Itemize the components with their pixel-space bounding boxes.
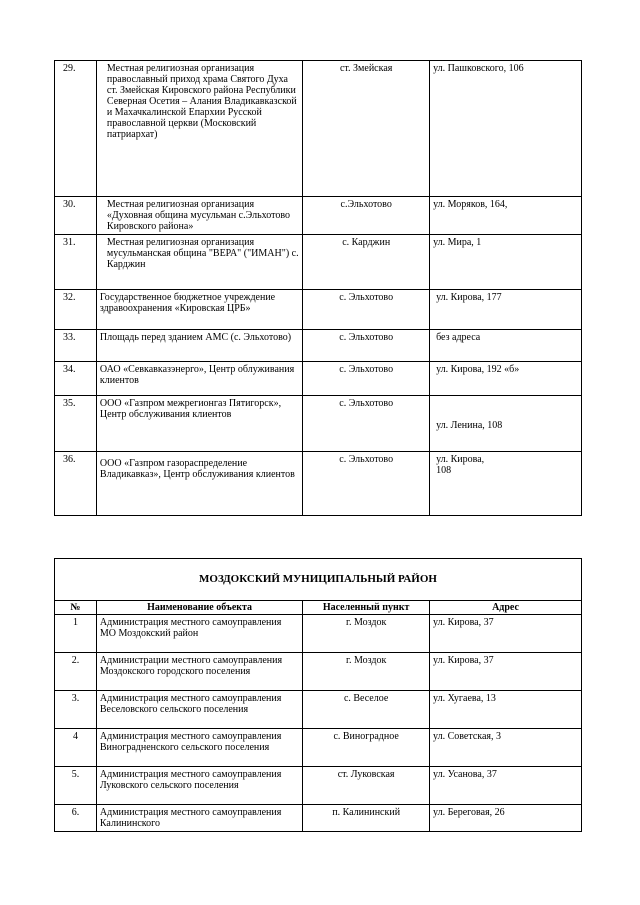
table-row bbox=[55, 615, 582, 653]
object-name: ООО «Газпром газораспределение Владикавказ», Центр обслуживания клиентов bbox=[96, 452, 302, 516]
object-name: Местная религиозная организация мусульманская община "ВЕРА" ("ИМАН") с. Карджин bbox=[96, 235, 302, 290]
object-name: Администрация местного самоуправления Луковского сельского поселения bbox=[96, 767, 302, 805]
address: ул. Кирова, 37 bbox=[430, 615, 582, 653]
settlement: с. Эльхотово bbox=[303, 452, 430, 516]
table-row bbox=[55, 330, 582, 362]
row-number: 5. bbox=[55, 767, 97, 805]
address: без адреса bbox=[430, 330, 582, 362]
object-name: Местная религиозная организация «Духовная община мусульман с.Эльхотово Кировского района» bbox=[96, 197, 302, 235]
table-row bbox=[55, 805, 582, 832]
address: ул. Мира, 1 bbox=[430, 235, 582, 290]
address bbox=[430, 691, 582, 729]
table-row bbox=[55, 452, 582, 516]
settlement: с. Виноградное bbox=[303, 729, 430, 767]
settlement: с. Веселое bbox=[303, 691, 430, 729]
table-row bbox=[55, 729, 582, 767]
object-name: Государственное бюджетное учреждение здравоохранения «Кировская ЦРБ» bbox=[96, 290, 302, 330]
row-number: 4 bbox=[55, 729, 97, 767]
row-number: 6. bbox=[55, 805, 97, 832]
table-row bbox=[55, 290, 582, 330]
address: ул. Береговая, 26 bbox=[430, 805, 582, 832]
table-row bbox=[55, 653, 582, 691]
header-number: № bbox=[55, 601, 97, 615]
header-address: Адрес bbox=[430, 601, 582, 615]
object-name: Администрация местного самоуправления Веселовского сельского поселения bbox=[96, 691, 302, 729]
settlement: с. Эльхотово bbox=[303, 330, 430, 362]
table-row bbox=[55, 197, 582, 235]
settlement: г. Моздок bbox=[303, 653, 430, 691]
row-number: 29. bbox=[55, 61, 97, 197]
row-number: 36. bbox=[55, 452, 97, 516]
object-name: Администрация местного самоуправления Калининского bbox=[96, 805, 302, 832]
row-number: 1 bbox=[55, 615, 97, 653]
object-name: Площадь перед зданием АМС (с. Эльхотово) bbox=[96, 330, 302, 362]
object-name: ОАО «Севкавказэнерго», Центр облуживания клиентов bbox=[96, 362, 302, 396]
address-text: ул. Кирова, 108 bbox=[436, 454, 485, 476]
object-name: Администрация местного самоуправления МО Моздокский район bbox=[96, 615, 302, 653]
table-row bbox=[55, 691, 582, 729]
row-number: 34. bbox=[55, 362, 97, 396]
address: ул. Кирова, 37 bbox=[430, 653, 582, 691]
address: ул. Кирова, 177 bbox=[430, 290, 582, 330]
object-name: Администрация местного самоуправления Виноградненского сельского поселения bbox=[96, 729, 302, 767]
settlement: с. Эльхотово bbox=[303, 396, 430, 452]
settlement: с.Эльхотово bbox=[303, 197, 430, 235]
row-number: 33. bbox=[55, 330, 97, 362]
row-number: 30. bbox=[55, 197, 97, 235]
settlement: п. Калининский bbox=[303, 805, 430, 832]
address bbox=[430, 452, 582, 516]
address: ул. Моряков, 164, bbox=[430, 197, 582, 235]
object-name: Администрации местного самоуправления Моздокского городского поселения bbox=[96, 653, 302, 691]
table-row bbox=[55, 362, 582, 396]
settlement: с. Эльхотово bbox=[303, 290, 430, 330]
address: ул. Усанова, 37 bbox=[430, 767, 582, 805]
objects-table-kirovsky bbox=[54, 60, 582, 516]
object-name: ООО «Газпром межрегионгаз Пятигорск», Центр обслуживания клиентов bbox=[96, 396, 302, 452]
district-title: МОЗДОКСКИЙ МУНИЦИПАЛЬНЫЙ РАЙОН bbox=[55, 559, 582, 601]
settlement: ст. Змейская bbox=[303, 61, 430, 197]
header-settlement: Населенный пункт bbox=[303, 601, 430, 615]
district-title-row bbox=[55, 559, 582, 601]
table-header-row bbox=[55, 601, 582, 615]
object-name: Местная религиозная организация православный приход храма Святого Духа ст. Змейская Кировского района Республики Северная Осетия – Алания Владикавказской и Махачкалинской Епархии Русской православной церкви (Московский патриархат) bbox=[96, 61, 302, 197]
row-number: 2. bbox=[55, 653, 97, 691]
address: ул. Пашковского, 106 bbox=[430, 61, 582, 197]
settlement: с. Эльхотово bbox=[303, 362, 430, 396]
table-row bbox=[55, 61, 582, 197]
row-number: 3. bbox=[55, 691, 97, 729]
address: ул. Ленина, 108 bbox=[430, 396, 582, 452]
table-row bbox=[55, 396, 582, 452]
address-text: ул. Хугаева, 13 bbox=[433, 693, 496, 704]
row-number: 32. bbox=[55, 290, 97, 330]
table-row bbox=[55, 767, 582, 805]
settlement: с. Карджин bbox=[303, 235, 430, 290]
row-number: 31. bbox=[55, 235, 97, 290]
table-row bbox=[55, 235, 582, 290]
settlement: г. Моздок bbox=[303, 615, 430, 653]
objects-table-mozdoksky bbox=[54, 558, 582, 832]
settlement: ст. Луковская bbox=[303, 767, 430, 805]
address: ул. Советская, 3 bbox=[430, 729, 582, 767]
header-name: Наименование объекта bbox=[96, 601, 302, 615]
row-number: 35. bbox=[55, 396, 97, 452]
address: ул. Кирова, 192 «б» bbox=[430, 362, 582, 396]
